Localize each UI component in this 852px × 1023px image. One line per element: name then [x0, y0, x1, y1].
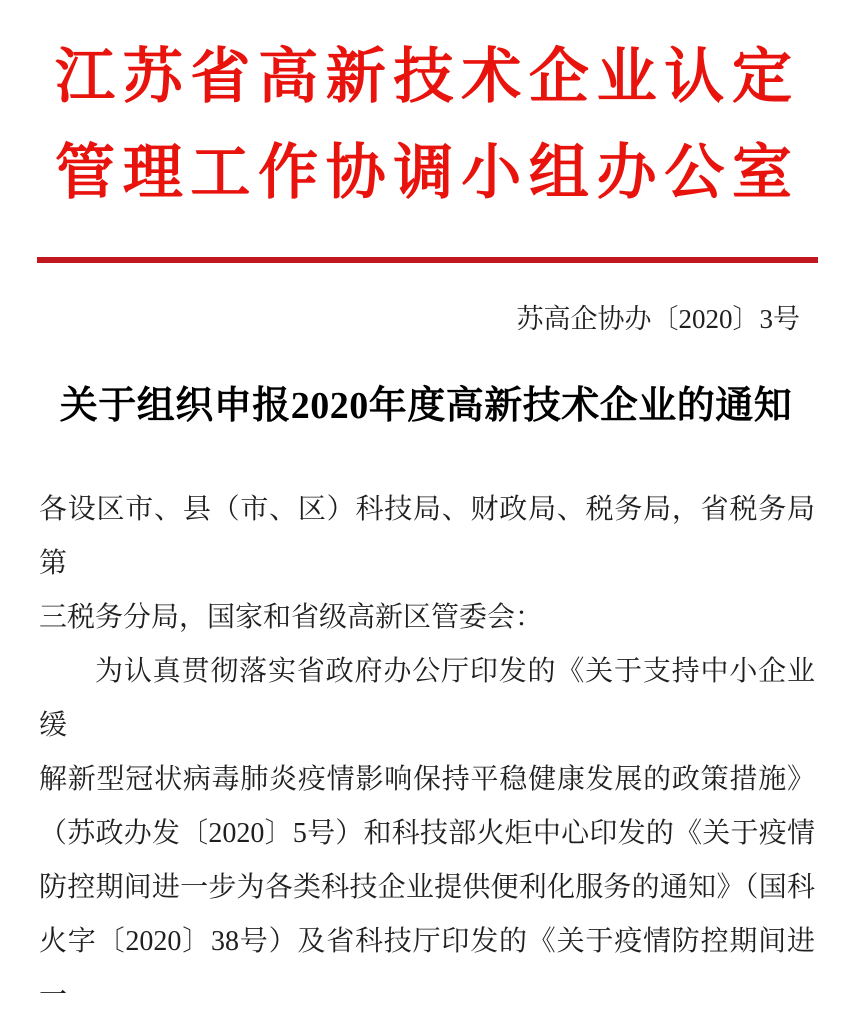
document-number: 苏高企协办〔2020〕3号: [516, 304, 800, 334]
document-title: 关于组织申报2020年度高新技术企业的通知: [59, 385, 793, 427]
body-line-paragraph-2: 解新型冠状病毒肺炎疫情影响保持平稳健康发展的政策措施》: [39, 764, 815, 795]
body-line-paragraph-5: 火字〔2020〕38号）及省科技厅印发的《关于疫情防控期间进一: [39, 926, 815, 1011]
org-name-line1: 江苏省高新技术企业认定: [55, 44, 792, 110]
body-line-paragraph-1: 为认真贯彻落实省政府办公厅印发的《关于支持中小企业缓: [39, 656, 815, 741]
body-line-paragraph-4: 防控期间进一步为各类科技企业提供便利化服务的通知》（国科: [39, 872, 815, 903]
document-body: [0, 483, 852, 1023]
body-line-recipients-2: 三税务分局，国家和省级高新区管委会：: [39, 602, 544, 633]
body-line-paragraph-3: （苏政办发〔2020〕5号）和科技部火炬中心印发的《关于疫情: [39, 818, 815, 849]
red-divider-rule: [37, 257, 818, 263]
letterhead: [0, 0, 852, 221]
org-name-line2: 管理工作协调小组办公室: [55, 140, 792, 206]
body-line-recipients-1: 各设区市、县（市、区）科技局、财政局、税务局，省税务局第: [39, 494, 815, 579]
